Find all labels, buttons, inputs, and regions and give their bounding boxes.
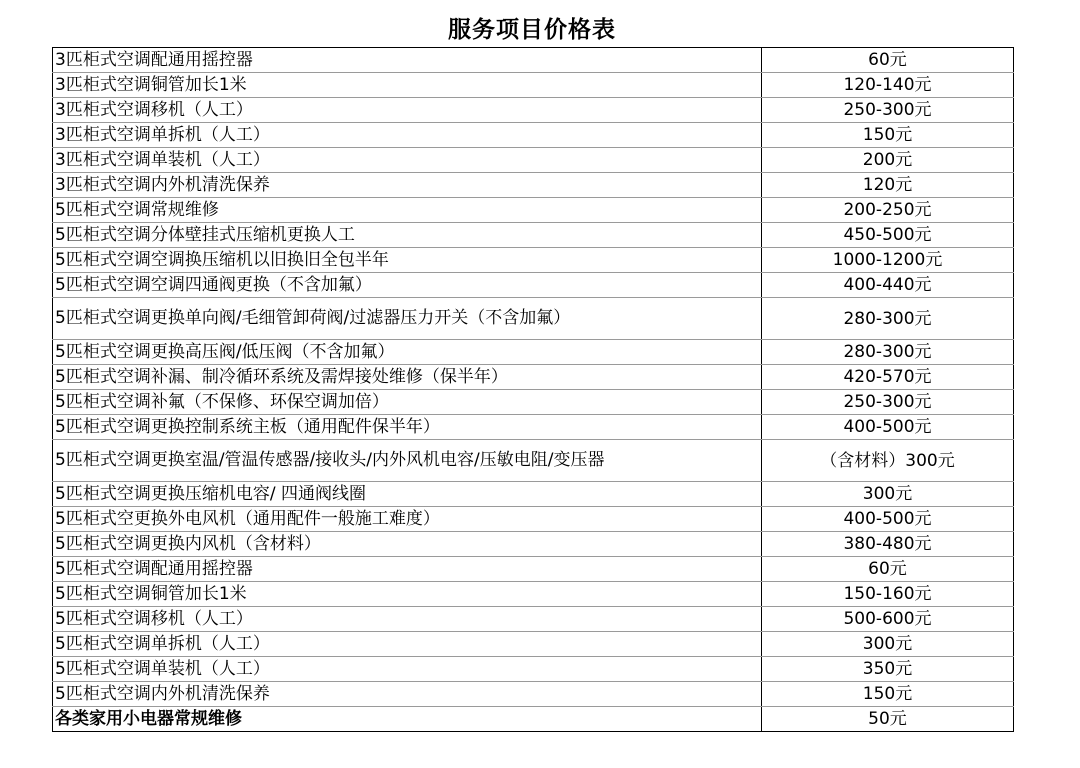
price-cell: 300元: [762, 482, 1014, 507]
service-item-cell: 5匹柜式空调更换控制系统主板（通用配件保半年）: [53, 415, 762, 440]
price-cell: 380-480元: [762, 532, 1014, 557]
service-item-cell: 3匹柜式空调单拆机（人工）: [53, 123, 762, 148]
service-item-cell: 5匹柜式空调更换内风机（含材料）: [53, 532, 762, 557]
service-item-cell: 各类家用小电器常规维修: [53, 707, 762, 732]
price-cell: 280-300元: [762, 340, 1014, 365]
price-cell: 120-140元: [762, 73, 1014, 98]
service-item-cell: 5匹柜式空调配通用摇控器: [53, 557, 762, 582]
service-item-cell: 5匹柜式空调更换高压阀/低压阀（不含加氟）: [53, 340, 762, 365]
price-cell: （含材料）300元: [762, 440, 1014, 482]
price-cell: 450-500元: [762, 223, 1014, 248]
service-item-cell: 5匹柜式空调单拆机（人工）: [53, 632, 762, 657]
table-row: [53, 298, 1014, 340]
table-row: [53, 582, 1014, 607]
table-row: [53, 390, 1014, 415]
table-row: [53, 507, 1014, 532]
table-row: [53, 173, 1014, 198]
table-row: [53, 632, 1014, 657]
table-row: [53, 248, 1014, 273]
service-item-cell: 5匹柜式空调补漏、制冷循环系统及需焊接处维修（保半年）: [53, 365, 762, 390]
price-cell: 200元: [762, 148, 1014, 173]
price-cell: 250-300元: [762, 98, 1014, 123]
price-cell: 200-250元: [762, 198, 1014, 223]
service-item-cell: 5匹柜式空调更换压缩机电容/ 四通阀线圈: [53, 482, 762, 507]
page-title: 服务项目价格表: [448, 17, 616, 43]
price-cell: 150-160元: [762, 582, 1014, 607]
table-row: [53, 707, 1014, 732]
price-cell: 400-500元: [762, 415, 1014, 440]
price-cell: 280-300元: [762, 298, 1014, 340]
service-item-cell: 5匹柜式空调分体壁挂式压缩机更换人工: [53, 223, 762, 248]
table-row: [53, 607, 1014, 632]
service-item-cell: 3匹柜式空调配通用摇控器: [53, 48, 762, 73]
table-row: [53, 148, 1014, 173]
price-cell: 150元: [762, 682, 1014, 707]
service-item-cell: 5匹柜式空调更换室温/管温传感器/接收头/内外风机电容/压敏电阻/变压器: [53, 440, 762, 482]
service-item-cell: 5匹柜式空调单装机（人工）: [53, 657, 762, 682]
service-item-cell: 5匹柜式空调铜管加长1米: [53, 582, 762, 607]
table-row: [53, 532, 1014, 557]
service-item-cell: 5匹柜式空调补氟（不保修、环保空调加倍）: [53, 390, 762, 415]
price-cell: 500-600元: [762, 607, 1014, 632]
table-row: [53, 440, 1014, 482]
service-item-cell: 5匹柜式空调空调四通阀更换（不含加氟）: [53, 273, 762, 298]
table-row: [53, 415, 1014, 440]
price-cell: 1000-1200元: [762, 248, 1014, 273]
table-row: [53, 73, 1014, 98]
table-row: [53, 98, 1014, 123]
table-row: [53, 223, 1014, 248]
table-row: [53, 365, 1014, 390]
price-cell: 50元: [762, 707, 1014, 732]
price-cell: 60元: [762, 557, 1014, 582]
service-item-cell: 5匹柜式空调空调换压缩机以旧换旧全包半年: [53, 248, 762, 273]
table-row: [53, 657, 1014, 682]
service-item-cell: 3匹柜式空调单装机（人工）: [53, 148, 762, 173]
price-table: [52, 47, 1014, 732]
price-cell: 350元: [762, 657, 1014, 682]
table-row: [53, 557, 1014, 582]
service-item-cell: 5匹柜式空调常规维修: [53, 198, 762, 223]
table-row: [53, 682, 1014, 707]
price-cell: 300元: [762, 632, 1014, 657]
service-item-cell: 3匹柜式空调铜管加长1米: [53, 73, 762, 98]
service-item-cell: 5匹柜式空调移机（人工）: [53, 607, 762, 632]
price-cell: 250-300元: [762, 390, 1014, 415]
service-item-cell: 5匹柜式空调内外机清洗保养: [53, 682, 762, 707]
service-item-cell: 5匹柜式空更换外电风机（通用配件一般施工难度）: [53, 507, 762, 532]
price-cell: 400-500元: [762, 507, 1014, 532]
table-row: [53, 482, 1014, 507]
price-cell: 150元: [762, 123, 1014, 148]
service-item-cell: 5匹柜式空调更换单向阀/毛细管卸荷阀/过滤器压力开关（不含加氟）: [53, 298, 762, 340]
price-cell: 400-440元: [762, 273, 1014, 298]
table-row: [53, 340, 1014, 365]
service-item-cell: 3匹柜式空调内外机清洗保养: [53, 173, 762, 198]
price-cell: 120元: [762, 173, 1014, 198]
table-row: [53, 198, 1014, 223]
price-cell: 420-570元: [762, 365, 1014, 390]
table-row: [53, 123, 1014, 148]
service-item-cell: 3匹柜式空调移机（人工）: [53, 98, 762, 123]
price-cell: 60元: [762, 48, 1014, 73]
table-row: [53, 48, 1014, 73]
table-row: [53, 273, 1014, 298]
